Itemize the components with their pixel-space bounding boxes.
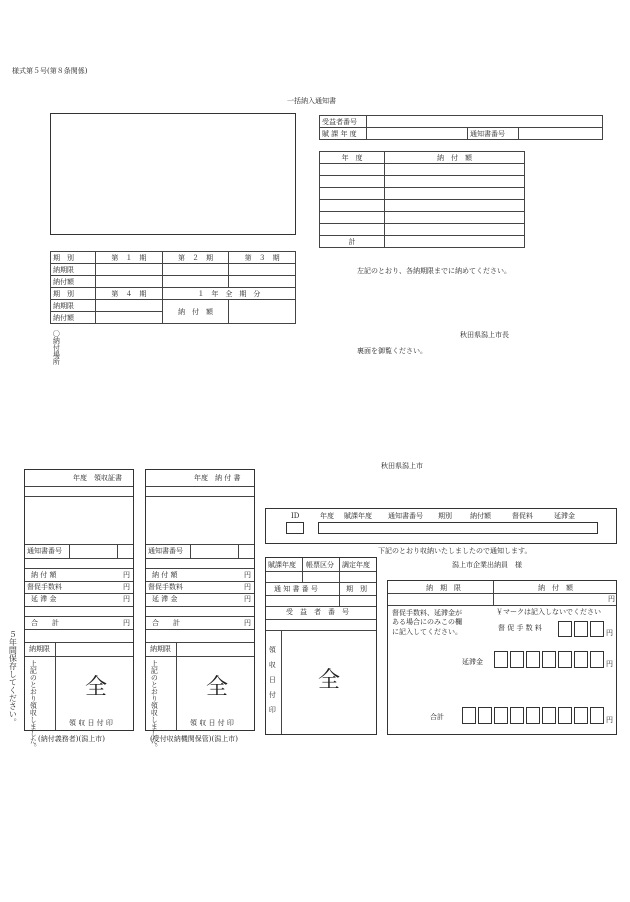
id-fee: 督促料	[512, 512, 533, 520]
id-notice-number: 通知書番号	[388, 512, 423, 520]
receipt-left-date-stamp: 領 収 日 付 印	[69, 719, 113, 727]
receipt-left-yen-2: 円	[123, 583, 130, 591]
slip-total-label: 合計	[430, 713, 444, 721]
cashier-name: 潟上市企業出納員 様	[452, 561, 522, 569]
late-digit-box-7[interactable]	[590, 651, 604, 668]
notify-text: 下記のとおり収納いたしましたので通知します。	[378, 547, 532, 555]
receipt-left-yen-1: 円	[123, 571, 130, 579]
slip-stamp: 全	[318, 668, 341, 693]
form-id: 様式第５号(第８条関係)	[12, 67, 88, 75]
slip-period-label: 期 別	[346, 585, 367, 593]
receipt-mid-notice-label: 通知書番号	[148, 547, 183, 555]
total-digit-box-3[interactable]	[494, 707, 508, 724]
slip-right-box	[387, 580, 617, 735]
receipt-mid-late-label: 延 滞 金	[152, 595, 178, 603]
id-year: 年度	[320, 512, 334, 520]
receipt-left-received-text: 上記のとおり領収しました。	[29, 660, 38, 751]
slip-deadline-label: 納 期 限	[426, 584, 461, 592]
receipt-mid-stamp: 全	[206, 675, 229, 700]
see-back-note: 裏面を御覧ください。	[357, 347, 427, 355]
total-yen: 円	[606, 716, 613, 724]
slip-fee-label: 督 促 手 数 料	[498, 624, 542, 632]
id-amount: 納付額	[470, 512, 491, 520]
fee-digit-box-3[interactable]	[590, 621, 604, 637]
notice-number-label: 通知書番号	[468, 128, 519, 140]
receipt-left-deadline-label: 納期限	[29, 645, 50, 653]
receipt-mid-total-label: 合 計	[152, 619, 180, 627]
receipt-mid-yen-1: 円	[244, 571, 251, 579]
fee-digit-box-1[interactable]	[558, 621, 572, 637]
receipt-mid-footer: (受付収納機関保管)(潟上市)	[150, 735, 238, 743]
amount-label: 納付額	[51, 276, 96, 288]
slip-yen-note: ￥マークは記入しないでください	[496, 608, 601, 616]
total-digit-box-4[interactable]	[510, 707, 524, 724]
pay-message: 左記のとおり、各納期限までに納めてください。	[357, 267, 511, 275]
id-late: 延滞金	[554, 512, 575, 520]
receipt-mid-amount-label: 納 付 額	[152, 571, 178, 579]
receipt-mid-deadline-label: 納期限	[150, 645, 171, 653]
deadline-label-2: 納期限	[51, 300, 96, 312]
slip-late-label: 延滞金	[462, 658, 483, 666]
id-data-box	[318, 522, 598, 534]
total-digit-box-9[interactable]	[590, 707, 604, 724]
total-digit-box-1[interactable]	[462, 707, 476, 724]
period-3: 第 ３ 期	[229, 252, 296, 264]
period-label: 期 別	[51, 252, 96, 264]
receipt-left-yen-3: 円	[123, 595, 130, 603]
receipt-left-yen-4: 円	[123, 619, 130, 627]
slip-header-assess-year: 調定年度	[342, 561, 370, 569]
period-2: 第 ２ 期	[162, 252, 229, 264]
beneficiary-table	[319, 115, 603, 140]
total-digit-box-6[interactable]	[542, 707, 556, 724]
payment-place-label: 〇納付場所	[52, 330, 61, 365]
late-digit-box-1[interactable]	[494, 651, 508, 668]
total-digit-box-8[interactable]	[574, 707, 588, 724]
id-tax-year: 賦課年度	[344, 512, 372, 520]
mayor-name: 秋田県潟上市長	[460, 331, 509, 339]
fee-digit-box-2[interactable]	[574, 621, 588, 637]
page-title: 一括納入通知書	[287, 97, 336, 105]
receipt-mid-received-text: 上記のとおり領収しました。	[150, 660, 159, 751]
id-period: 期別	[438, 512, 452, 520]
total-digit-box-5[interactable]	[526, 707, 540, 724]
period-1: 第 １ 期	[96, 252, 163, 264]
period-full-year: １ 年 全 期 分	[162, 288, 295, 300]
fee-yen: 円	[606, 629, 613, 637]
id-label: ID	[291, 512, 300, 520]
late-digit-box-4[interactable]	[542, 651, 556, 668]
receipt-left-total-label: 合 計	[31, 619, 59, 627]
receipt-left-stamp: 全	[85, 675, 108, 700]
receipt-mid-date-stamp: 領 収 日 付 印	[190, 719, 234, 727]
id-input-box	[286, 522, 304, 534]
late-yen: 円	[606, 660, 613, 668]
slip-header-form-type: 帳票区分	[306, 561, 334, 569]
year-amount-table	[319, 151, 525, 248]
address-box	[50, 113, 296, 235]
late-digit-box-6[interactable]	[574, 651, 588, 668]
slip-notice-number-label: 通 知 書 番 号	[274, 585, 318, 593]
slip-stamp-vertical: 領収日付印	[268, 646, 277, 721]
slip-header-tax-year: 賦課年度	[268, 561, 296, 569]
slip-payment-label: 納 付 額	[538, 584, 573, 592]
period-table	[50, 251, 296, 324]
period-label-2: 期 別	[51, 288, 96, 300]
receipt-mid-yen-4: 円	[244, 619, 251, 627]
slip-beneficiary-label: 受 益 者 番 号	[286, 608, 349, 616]
receipt-left-amount-label: 納 付 額	[31, 571, 57, 579]
city-header: 秋田県潟上市	[381, 462, 423, 470]
receipt-left-title: 年度 領収証書	[73, 474, 122, 482]
amount-label-2: 納付額	[51, 312, 96, 324]
deadline-label: 納期限	[51, 264, 96, 276]
slip-yen: 円	[608, 595, 615, 603]
period-4: 第 ４ 期	[96, 288, 163, 300]
receipt-mid-yen-3: 円	[244, 595, 251, 603]
keep-notice: ５年間保存してください。	[8, 630, 18, 726]
receipt-left-fee-label: 督促手数料	[27, 583, 62, 591]
receipt-mid-title: 年度 納 付 書	[194, 474, 241, 482]
late-digit-box-2[interactable]	[510, 651, 524, 668]
late-digit-box-5[interactable]	[558, 651, 572, 668]
receipt-left-footer: (納付義務者)(潟上市)	[38, 735, 105, 743]
total-digit-box-2[interactable]	[478, 707, 492, 724]
id-row-box	[265, 508, 617, 544]
full-amount-label: 納 付 額	[162, 300, 229, 324]
year-total-label: 計	[320, 236, 385, 248]
receipt-left-notice-label: 通知書番号	[27, 547, 62, 555]
receipt-mid-fee-label: 督促手数料	[148, 583, 183, 591]
amount-header: 納 付 額	[385, 152, 525, 164]
slip-left-box	[265, 557, 377, 735]
slip-note: 督促手数料、延滞金が ある場合にのみこの欄 に記入してください。	[392, 609, 462, 636]
total-digit-box-7[interactable]	[558, 707, 572, 724]
late-digit-box-3[interactable]	[526, 651, 540, 668]
year-header: 年 度	[320, 152, 385, 164]
tax-year-label: 賦 課 年 度	[320, 128, 367, 140]
receipt-left-late-label: 延 滞 金	[31, 595, 57, 603]
receipt-mid-yen-2: 円	[244, 583, 251, 591]
beneficiary-number-label: 受益者番号	[320, 116, 367, 128]
